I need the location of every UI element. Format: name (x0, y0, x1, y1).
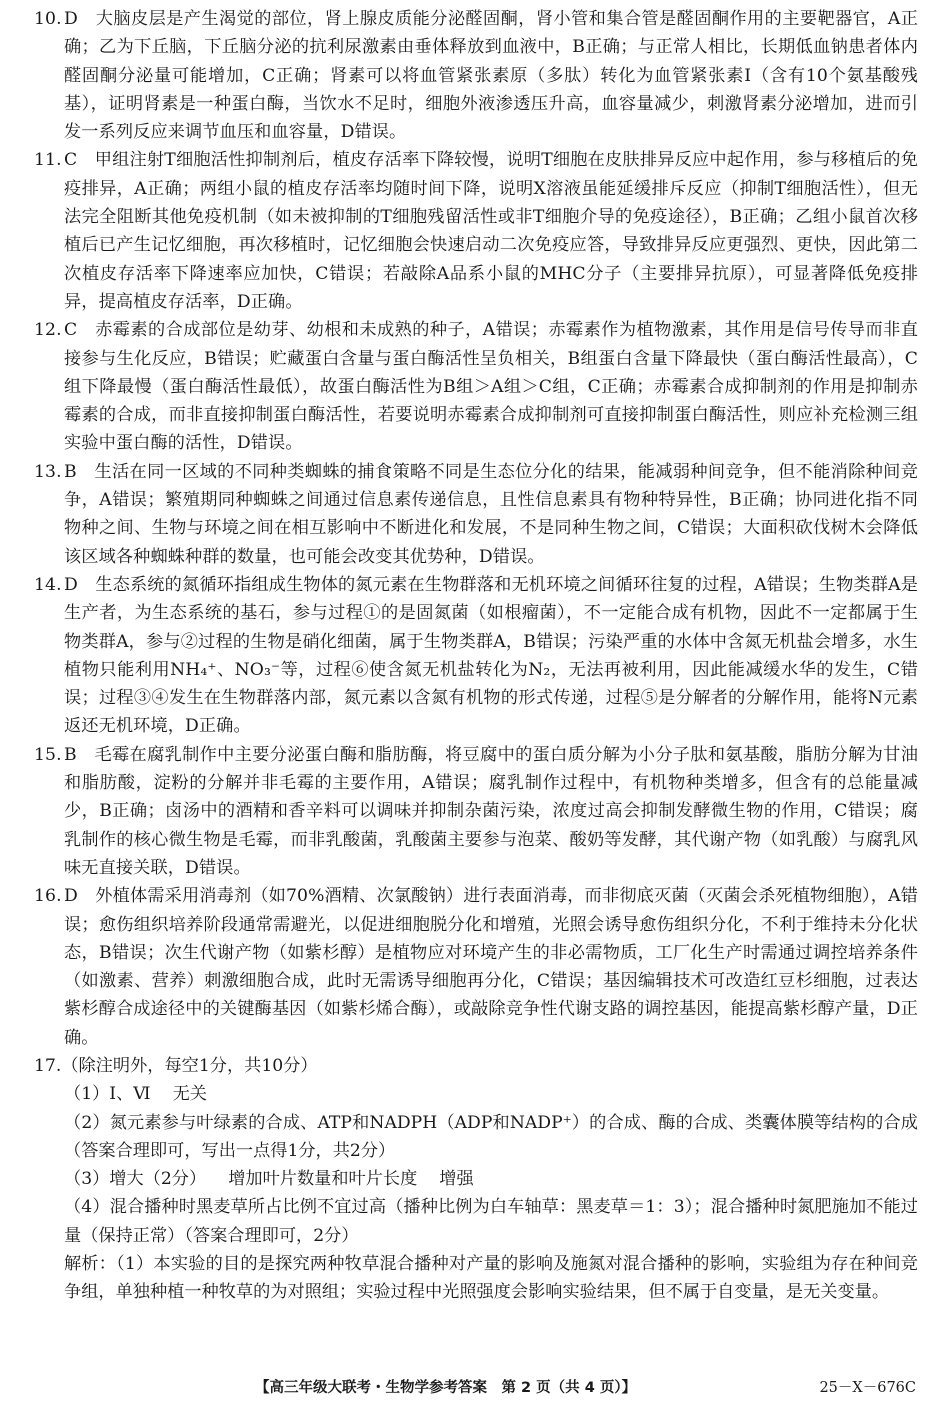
answer-number: 13. (34, 461, 62, 482)
answer-17-part2: （2）氮元素参与叶绿素的合成、ATP和NADPH（ADP和NADP⁺）的合成、酶的合成、类囊体膜等结构的合成（答案合理即可，写出一点得1分，共2分） (64, 1112, 918, 1161)
part3-answer-a: （3）增大（2分） (64, 1169, 207, 1190)
answer-text: C 赤霉素的合成部位是幼芽、幼根和未成熟的种子，A错误；赤霉素作为植物激素，其作用是信号传导而非直接参与生化反应，B错误；贮藏蛋白含量与蛋白酶活性呈负相关，B组蛋白含量下降最快（蛋白酶活性最高），C组下降最慢（蛋白酶活性最低），故蛋白酶活性为B组＞A组＞C组，C正确；赤霉素合成抑制剂的作用是抑制赤霉素的合成，而非直接抑制蛋白酶活性，若要说明赤霉素合成抑制剂可直接抑制蛋白酶活性，则应补充检测三组实验中蛋白酶的活性，D错误。 (64, 320, 918, 454)
answer-text: B 生活在同一区域的不同种类蜘蛛的捕食策略不同是生态位分化的结果，能减弱种间竞争，但不能消除种间竞争，A错误；繁殖期同种蜘蛛之间通过信息素传递信息，且性信息素具有物种特异性，B正确；协同进化指不同物种之间、生物与环境之间在相互影响中不断进化和发展，不是同种生物之间，C错误；大面积砍伐树木会降低该区域各种蜘蛛种群的数量，也可能会改变其优势种，D错误。 (64, 461, 918, 567)
part3-answer-c: 增强 (439, 1169, 474, 1190)
page-footer (0, 1376, 950, 1400)
answer-13 (34, 458, 918, 571)
answer-text: D 大脑皮层是产生渴觉的部位，肾上腺皮质能分泌醛固酮，肾小管和集合管是醛固酮作用的主要靶器官，A正确；乙为下丘脑，下丘脑分泌的抗利尿激素由垂体释放到血液中，B正确；与正常人相比，长期低血钠患者体内醛固酮分泌量可能增加，C正确；肾素可以将血管紧张素原（多肽）转化为血管紧张素Ⅰ（含有10个氨基酸残基），证明肾素是一种蛋白酶，当饮水不足时，细胞外液渗透压升高，血容量减少，刺激肾素分泌增加，进而引发一系列反应来调节血压和血容量，D错误。 (64, 9, 918, 143)
answer-text: C 甲组注射T细胞活性抑制剂后，植皮存活率下降较慢，说明T细胞在皮肤排异反应中起作用，参与移植后的免疫排异，A正确；两组小鼠的植皮存活率均随时间下降，说明X溶液虽能延缓排斥反应（抑制T细胞活性），但无法完全阻断其他免疫机制（如未被抑制的T细胞残留活性或非T细胞介导的免疫途径），B正确；乙组小鼠首次移植后已产生记忆细胞，再次移植时，记忆细胞会快速启动二次免疫应答，导致排异反应更强烈、更快，因此第二次植皮存活率下降速率应加快，C错误；若敲除A品系小鼠的MHC分子（主要排异抗原），可显著降低免疫排异，提高植皮存活率，D正确。 (64, 150, 918, 312)
answer-17-part3 (34, 1165, 918, 1193)
footer-code: 25－X－676C (819, 1380, 916, 1396)
answer-17-part1 (34, 1080, 918, 1108)
answer-16 (34, 882, 918, 1052)
part3-answer-b: 增加叶片数量和叶片长度 (228, 1169, 418, 1190)
part1-answer-b: 无关 (172, 1084, 207, 1105)
answer-12 (34, 316, 918, 457)
answer-number: 15. (34, 744, 62, 765)
answer-10 (34, 5, 918, 146)
answer-number: 16. (34, 886, 62, 907)
answer-15 (34, 741, 918, 882)
answer-number: 10. (34, 9, 62, 29)
answer-number: 14. (34, 574, 62, 595)
answer-number: 12. (34, 320, 62, 341)
answer-number: 11. (34, 150, 62, 171)
answer-11 (34, 146, 918, 316)
answer-17-heading: 17.（除注明外，每空1分，共10分） (34, 1055, 318, 1076)
footer-title: 【高三年级大联考・生物学参考答案 第 2 页（共 4 页）】 (255, 1380, 637, 1396)
answer-17-part4: （4）混合播种时黑麦草所占比例不宜过高（播种比例为白车轴草：黑麦草＝1：3）；混合播种时氮肥施加不能过量（保持正常）（答案合理即可，2分） (64, 1197, 918, 1246)
answer-text: D 外植体需采用消毒剂（如70%酒精、次氯酸钠）进行表面消毒，而非彻底灭菌（灭菌会杀死植物细胞），A错误；愈伤组织培养阶段通常需避光，以促进细胞脱分化和增殖，光照会诱导愈伤组织分化，不利于维持未分化状态，B错误；次生代谢产物（如紫杉醇）是植物应对环境产生的非必需物质，工厂化生产时需通过调控培养条件（如激素、营养）刺激细胞合成，此时无需诱导细胞再分化，C错误；基因编辑技术可改造红豆杉细胞，过表达紫杉醇合成途径中的关键酶基因（如紫杉烯合酶），或敲除竞争性代谢支路的调控基因，能提高紫杉醇产量，D正确。 (64, 886, 918, 1048)
answer-page (34, 5, 918, 1307)
answer-14 (34, 571, 918, 741)
answer-text: B 毛霉在腐乳制作中主要分泌蛋白酶和脂肪酶，将豆腐中的蛋白质分解为小分子肽和氨基酸，脂肪分解为甘油和脂肪酸，淀粉的分解并非毛霉的主要作用，A错误；腐乳制作过程中，有机物种类增多，但含有的总能量减少，B正确；卤汤中的酒精和香辛料可以调味并抑制杂菌污染，浓度过高会抑制发酵微生物的作用，C错误；腐乳制作的核心微生物是毛霉，而非乳酸菌，乳酸菌主要参与泡菜、酸奶等发酵，其代谢产物（如乳酸）与腐乳风味无直接关联，D错误。 (64, 744, 918, 878)
answer-17-analysis: 解析：（1）本实验的目的是探究两种牧草混合播种对产量的影响及施氮对混合播种的影响，实验组为存在种间竞争组，单独种植一种牧草的为对照组；实验过程中光照强度会影响实验结果，但不属于自变量，是无关变量。 (64, 1254, 918, 1303)
answer-text: D 生态系统的氮循环指组成生物体的氮元素在生物群落和无机环境之间循环往复的过程，A错误；生物类群A是生产者，为生态系统的基石，参与过程①的是固氮菌（如根瘤菌），不一定能合成有机物，因此不一定都属于生物类群A，参与②过程的生物是硝化细菌，属于生物类群A，B错误；污染严重的水体中含氮无机盐会增多，水生植物只能利用NH₄⁺、NO₃⁻等，过程⑥使含氮无机盐转化为N₂，无法再被利用，因此能减缓水华的发生，C错误；过程③④发生在生物群落内部，氮元素以含氮有机物的形式传递，过程⑤是分解者的分解作用，能将N元素返还无机环境，D正确。 (64, 574, 918, 737)
part1-answer-a: （1）Ⅰ、Ⅵ (64, 1084, 151, 1105)
